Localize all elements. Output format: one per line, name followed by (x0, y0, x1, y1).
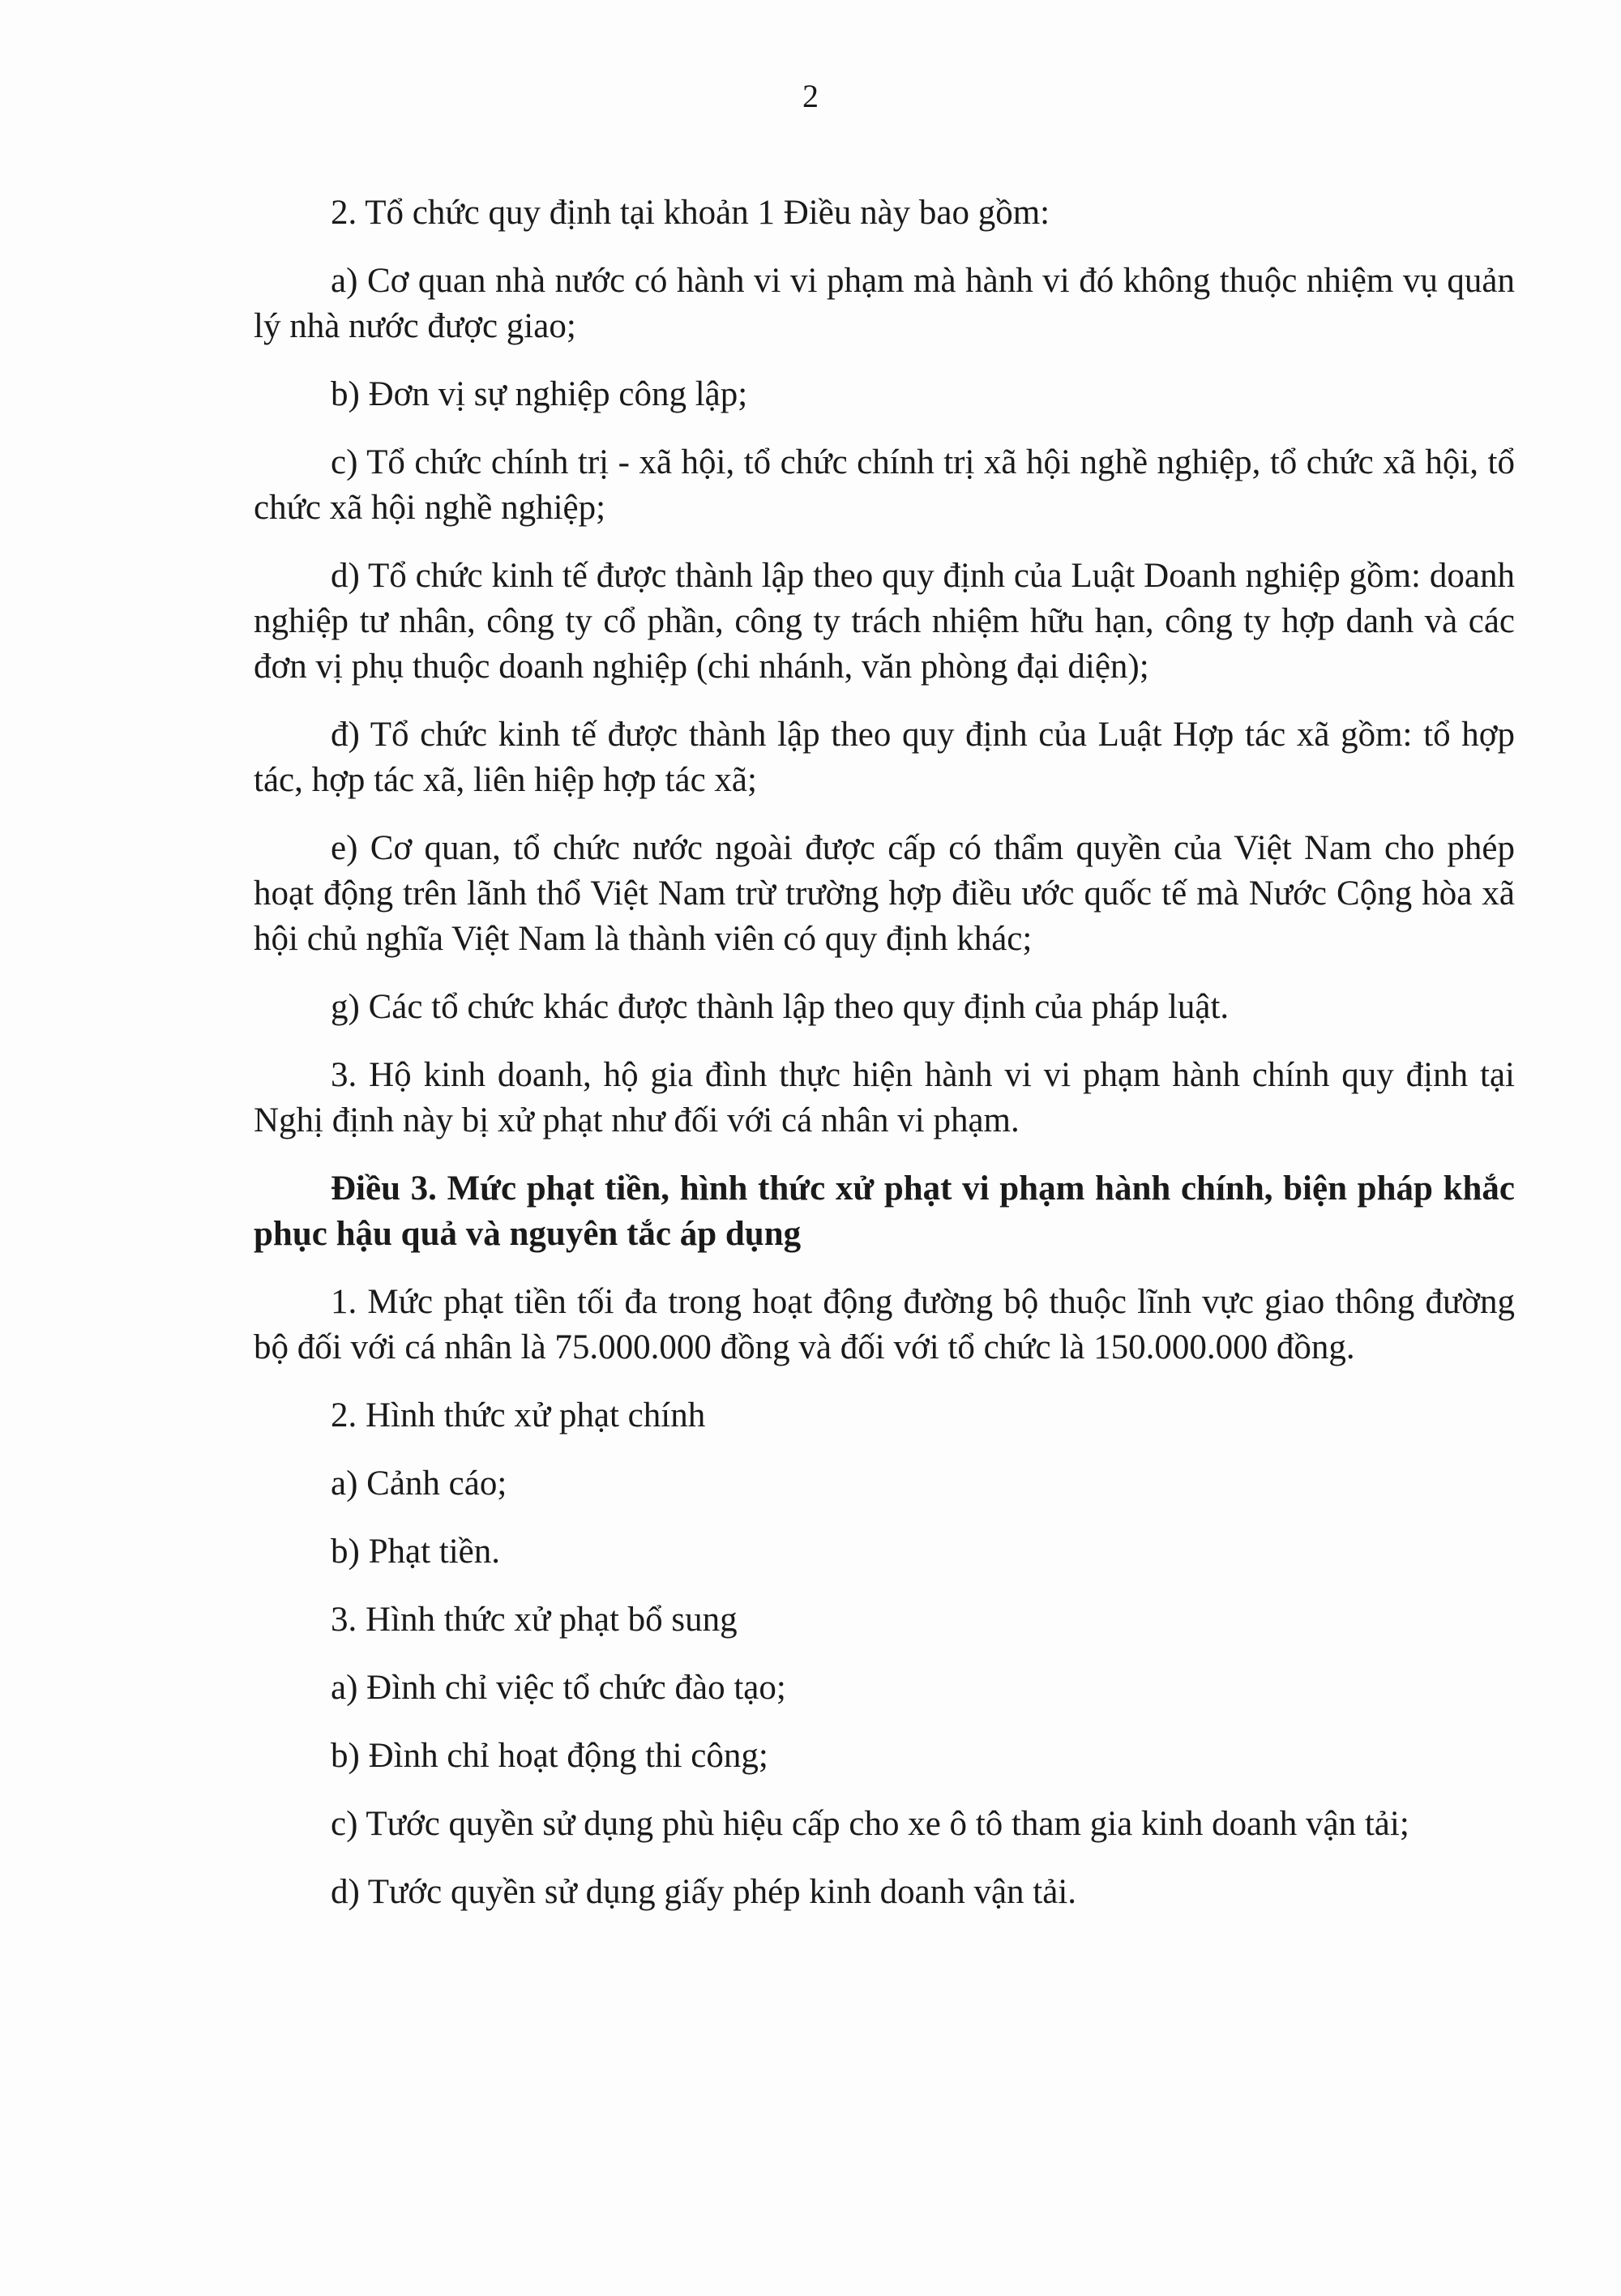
paragraph-item-a: a) Cơ quan nhà nước có hành vi vi phạm mà hành vi đó không thuộc nhiệm vụ quản lý nhà nước được giao; (254, 262, 1515, 345)
paragraph-clause-3: 3. Hộ kinh doanh, hộ gia đình thực hiện hành vi vi phạm hành chính quy định tại Nghị định này bị xử phạt như đối với cá nhân vi phạm. (254, 1056, 1515, 1139)
paragraph-suspend-construction: b) Đình chỉ hoạt động thi công; (331, 1737, 768, 1775)
paragraph-item-g: g) Các tổ chức khác được thành lập theo quy định của pháp luật. (331, 988, 1230, 1026)
document-body (254, 190, 1515, 1938)
paragraph-item-dd: đ) Tổ chức kinh tế được thành lập theo quy định của Luật Hợp tác xã gồm: tổ hợp tác, hợp tác xã, liên hiệp hợp tác xã; (254, 716, 1515, 799)
paragraph-main-penalty: 2. Hình thức xử phạt chính (331, 1396, 706, 1434)
paragraph-warning: a) Cảnh cáo; (331, 1464, 507, 1503)
paragraph-item-c: c) Tổ chức chính trị - xã hội, tổ chức chính trị xã hội nghề nghiệp, tổ chức xã hội, tổ chức xã hội nghề nghiệp; (254, 443, 1515, 527)
paragraph-item-d: d) Tổ chức kinh tế được thành lập theo quy định của Luật Doanh nghiệp gồm: doanh nghiệp tư nhân, công ty cổ phần, công ty trách nhiệm hữu hạn, công ty hợp danh và các đơn vị phụ thuộc doanh nghiệp (chi nhánh, văn phòng đại diện); (254, 557, 1515, 686)
article-3-heading: Điều 3. Mức phạt tiền, hình thức xử phạt vi phạm hành chính, biện pháp khắc phục hậu quả và nguyên tắc áp dụng (254, 1169, 1515, 1253)
paragraph-item-b: b) Đơn vị sự nghiệp công lập; (331, 375, 748, 413)
paragraph-item-e: e) Cơ quan, tổ chức nước ngoài được cấp có thẩm quyền của Việt Nam cho phép hoạt động trên lãnh thổ Việt Nam trừ trường hợp điều ước quốc tế mà Nước Cộng hòa xã hội chủ nghĩa Việt Nam là thành viên có quy định khác; (254, 829, 1515, 958)
paragraph-clause-2: 2. Tổ chức quy định tại khoản 1 Điều này bao gồm: (331, 194, 1050, 232)
paragraph-fine: b) Phạt tiền. (331, 1533, 500, 1571)
paragraph-fine-maximum: 1. Mức phạt tiền tối đa trong hoạt động đường bộ thuộc lĩnh vực giao thông đường bộ đối với cá nhân là 75.000.000 đồng và đối với tổ chức là 150.000.000 đồng. (254, 1283, 1515, 1366)
paragraph-revoke-license: d) Tước quyền sử dụng giấy phép kinh doanh vận tải. (331, 1873, 1077, 1911)
page-number: 2 (802, 78, 819, 114)
paragraph-revoke-badge: c) Tước quyền sử dụng phù hiệu cấp cho xe ô tô tham gia kinh doanh vận tải; (331, 1805, 1409, 1843)
paragraph-additional-penalty: 3. Hình thức xử phạt bổ sung (331, 1601, 738, 1639)
paragraph-suspend-training: a) Đình chỉ việc tổ chức đào tạo; (331, 1669, 786, 1707)
